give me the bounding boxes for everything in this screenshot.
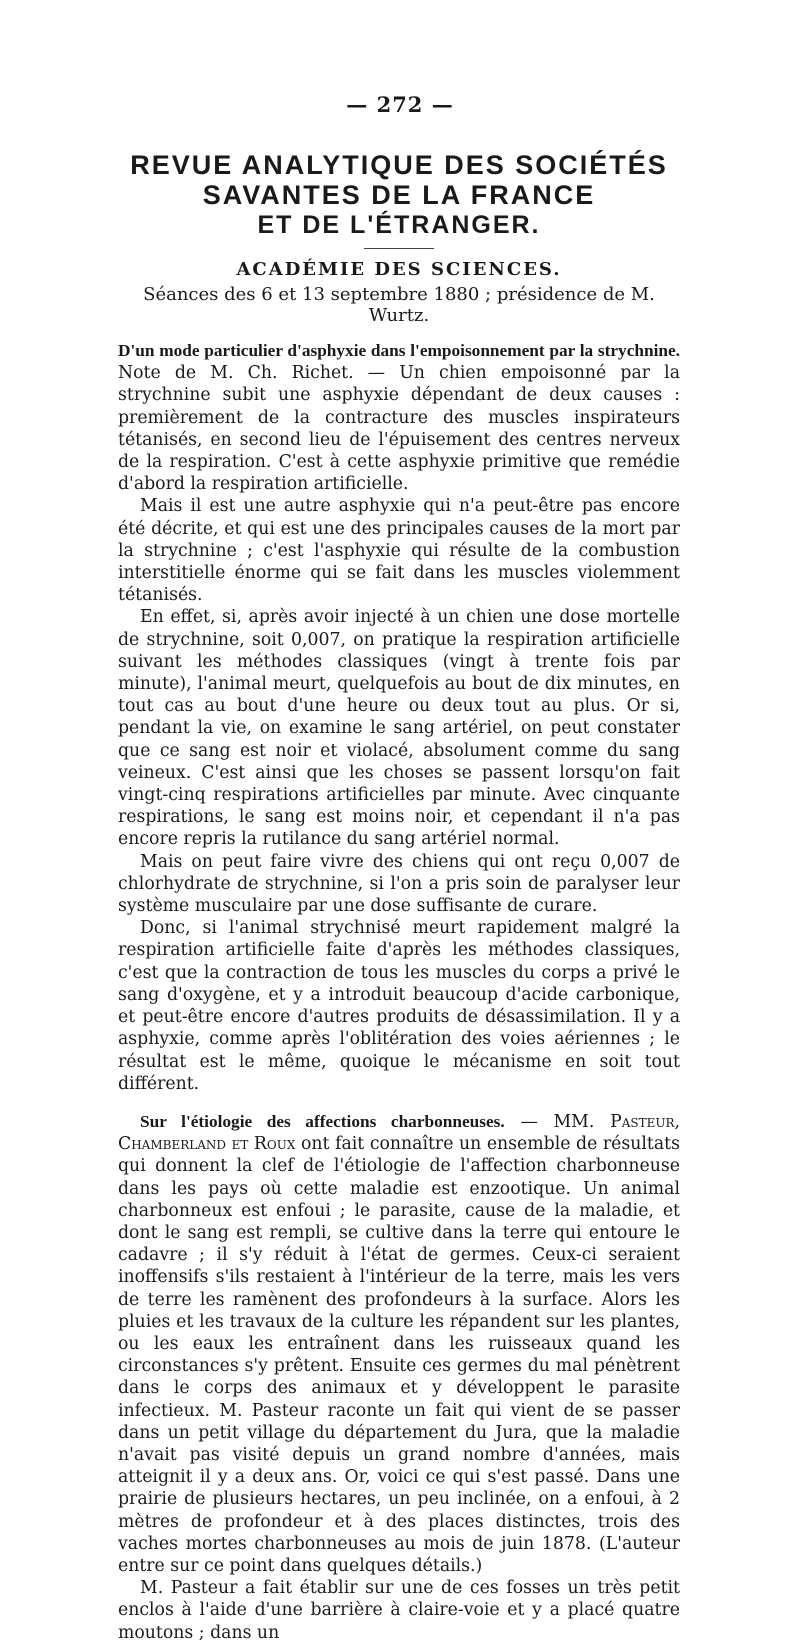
article-asphyxie [118, 340, 680, 1095]
article-paragraph: Donc, si l'animal strychnisé meurt rapidement malgré la respiration artificielle faite d'après les méthodes classiques, c'est que la contraction de tous les muscles du corps a privé le sang d'oxygène, et y a introduit beaucoup d'acide carbonique, et peut-être encore d'autres produits de désassimilation. Il y a asphyxie, comme après l'oblitération des voies aériennes ; le résultat est le même, quoique le mécanisme en soit tout différent. [118, 918, 680, 1094]
article-paragraph: M. Pasteur a fait établir sur une de ces fosses un très petit enclos à l'aide d'une barrière à claire-voie et y a placé quatre moutons ; dans un [118, 1578, 680, 1643]
article-text: ont fait connaître un ensemble de résultats qui donnent la clef de l'étiologie de l'affection charbonneuse dans les pays où cette maladie est enzootique. Un animal charbonneux est enfoui ; le parasite, cause de la maladie, et dont le sang est rempli, se cultive dans la terre qui entoure le cadavre ; il s'y réduit à l'état de germes. Ceux-ci seraient inoffensifs s'ils restaient à l'intérieur de la terre, mais les vers de terre les ramènent des profondeurs à la surface. Alors les pluies et les travaux de la culture les répandent sur les plantes, ou les eaux les entraînent dans les ruisseaux quand les circonstances s'y prêtent. Ensuite ces germes du mal pénètrent dans le corps des animaux et y développent le parasite infectieux. M. Pasteur raconte un fait qui vient de se passer dans un petit village du département du Jura, que la maladie n'avait pas visité depuis un grand nombre d'années, mais atteignit il y a deux ans. Or, voici ce qui s'est passé. Dans une prairie de plusieurs hectares, un peu inclinée, on a enfoui, à 2 mètres de profondeur et à des places distinctes, trois des vaches mortes charbonneuses au mois de juin 1878. (L'auteur entre sur ce point dans quelques détails.) [118, 1134, 680, 1576]
article-text: Un chien empoisonné par la strychnine subit une asphyxie dépendant de deux causes : premièrement de la contracture des muscles inspirateurs tétanisés, en second lieu de l'épuisement des centres nerveux de la respiration. C'est à cette asphyxie primitive que remédie d'abord la respiration artificielle. [118, 363, 680, 495]
article-paragraph [118, 340, 680, 495]
article-paragraph [118, 1111, 680, 1577]
article-paragraph: Mais il est une autre asphyxie qui n'a peut-être pas encore été décrite, et qui est une des principales causes de la mort par la strychnine ; c'est l'asphyxie qui résulte de la combustion interstitielle énorme qui se fait dans les muscles violemment tétanisés. [118, 496, 680, 606]
article-charbon [118, 1111, 680, 1644]
session-info: Séances des 6 et 13 septembre 1880 ; présidence de M. Wurtz. [143, 284, 655, 326]
article-authors: — MM. Pasteur, Chamberland et Roux [118, 1111, 680, 1155]
journal-title-line2: ET DE L'ÉTRANGER. [257, 211, 541, 239]
page-number: — 272 — [346, 92, 454, 117]
separator-rule [364, 248, 434, 249]
journal-title-line1: REVUE ANALYTIQUE DES SOCIÉTÉS SAVANTES DE LA FRANCE [130, 150, 668, 210]
journal-title [118, 150, 680, 240]
section-title: ACADÉMIE DES SCIENCES. [236, 259, 562, 280]
article-heading: Sur l'étiologie des affections charbonneuses. [140, 1111, 505, 1131]
article-paragraph: En effet, si, après avoir injecté à un chien une dose mortelle de strychnine, soit 0,007, on pratique la respiration artificielle suivant les méthodes classiques (vingt à trente fois par minute), l'animal meurt, quelquefois au bout de dix minutes, en tout cas au bout d'une heure ou deux tout au plus. Or si, pendant la vie, on examine le sang artériel, on peut constater que ce sang est noir et violacé, absolument comme du sang veineux. C'est ainsi que les choses se passent lorsqu'on fait vingt-cinq respirations artificielles par minute. Avec cinquante respirations, le sang est moins noir, et cependant il n'a pas encore repris la rutilance du sang artériel normal. [118, 607, 680, 850]
article-paragraph: Mais on peut faire vivre des chiens qui ont reçu 0,007 de chlorhydrate de strychnine, si l'on a pris soin de paralyser leur système musculaire par une dose suffisante de curare. [118, 851, 680, 917]
article-heading: D'un mode particulier d'asphyxie dans l'empoisonnement par la strychnine. [118, 341, 680, 360]
article-byline: Note de M. Ch. Richet. — [118, 363, 386, 384]
